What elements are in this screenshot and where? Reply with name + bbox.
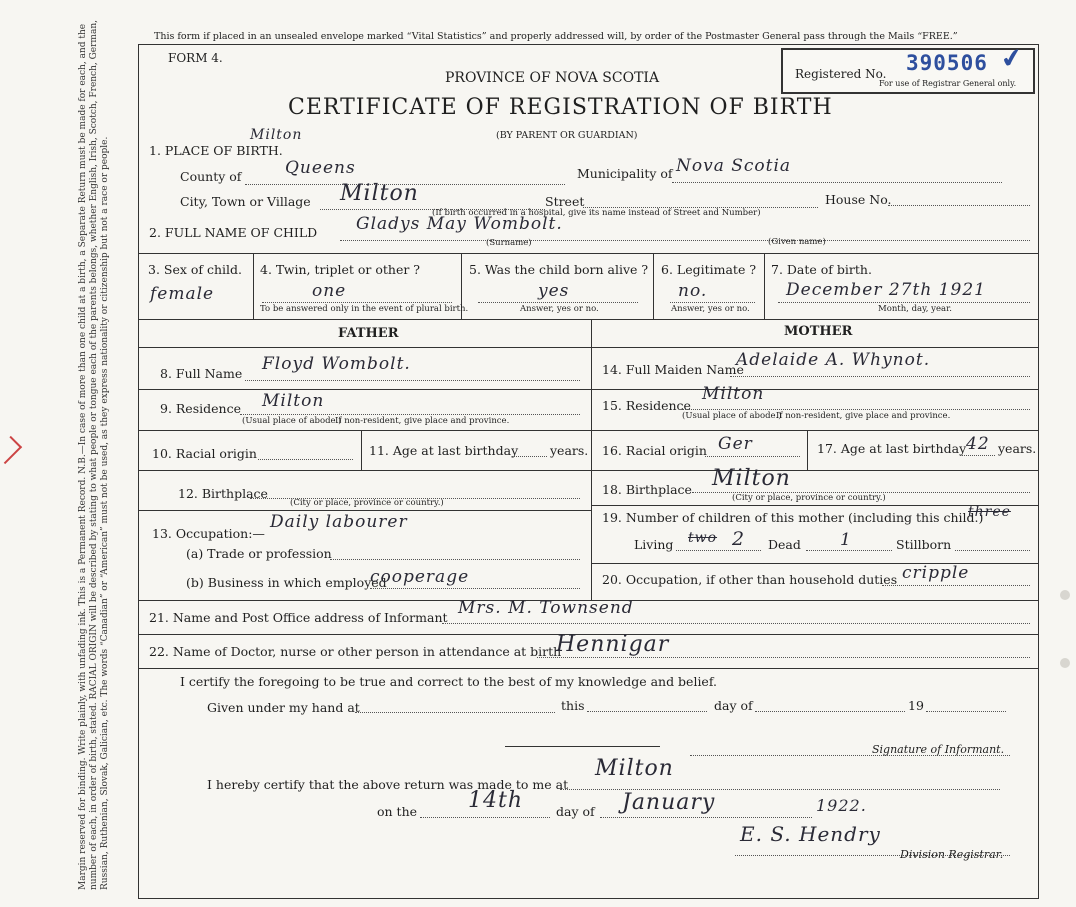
street-label: Street bbox=[545, 194, 585, 209]
certificate-subtitle: (BY PARENT OR GUARDIAN) bbox=[496, 130, 638, 141]
twin-note: To be answered only in the event of plural birth. bbox=[260, 304, 469, 314]
mother-name-value: Adelaide A. Whynot. bbox=[736, 350, 931, 370]
mother-abode-note: (Usual place of abode.) bbox=[682, 411, 782, 421]
informant-label: 21. Name and Post Office address of Informant bbox=[149, 610, 448, 625]
given-name-caption: (Given name) bbox=[768, 237, 826, 247]
mother-racial-value: Ger bbox=[718, 434, 753, 454]
registered-no-label: Registered No. bbox=[795, 67, 887, 81]
father-birthplace-note: (City or place, province or country.) bbox=[290, 498, 444, 508]
city-value: Milton bbox=[340, 181, 419, 206]
form-number: FORM 4. bbox=[168, 51, 223, 65]
father-birthplace-label: 12. Birthplace bbox=[178, 486, 268, 501]
punch-hole bbox=[1060, 658, 1070, 668]
place-of-birth-label: 1. PLACE OF BIRTH. bbox=[149, 143, 283, 158]
division-registrar-label: Division Registrar. bbox=[900, 848, 1004, 861]
father-name-label: 8. Full Name bbox=[160, 366, 243, 381]
house-no-label: House No. bbox=[825, 192, 892, 207]
province-heading: PROVINCE OF NOVA SCOTIA bbox=[445, 70, 660, 86]
county-value: Queens bbox=[285, 158, 356, 178]
given-under-label: Given under my hand at bbox=[207, 700, 360, 715]
attendant-value: Hennigar bbox=[556, 632, 670, 657]
informant-value: Mrs. M. Townsend bbox=[458, 598, 634, 618]
born-alive-value: yes bbox=[538, 281, 570, 301]
business-label: (b) Business in which employed bbox=[186, 575, 387, 590]
child-name-value: Gladys May Wombolt. bbox=[356, 214, 563, 234]
mother-name-label: 14. Full Maiden Name bbox=[602, 362, 744, 377]
father-years-label: years. bbox=[550, 443, 589, 458]
registrar-day-of-label: day of bbox=[556, 804, 595, 819]
punch-hole bbox=[1060, 590, 1070, 600]
registrar-month: January bbox=[622, 790, 716, 815]
municipality-label: Municipality of bbox=[577, 166, 673, 181]
legitimate-value: no. bbox=[678, 281, 708, 301]
registrar-place: Milton bbox=[595, 756, 674, 781]
living-struck-value: two bbox=[688, 530, 718, 546]
registrar-day: 14th bbox=[468, 788, 524, 813]
registration-box bbox=[781, 42, 1035, 94]
date-of-birth-label: 7. Date of birth. bbox=[771, 262, 872, 277]
twin-value: one bbox=[312, 281, 347, 301]
mother-residence-value: Milton bbox=[702, 384, 765, 404]
mail-notice: This form if placed in an unsealed envelope marked “Vital Statistics” and properly addressed will, by order of the Postmaster General pass through the Mails “FREE.” bbox=[154, 31, 958, 42]
mother-birthplace-label: 18. Birthplace bbox=[602, 482, 692, 497]
margin-instructions: Margin reserved for binding. Write plainly, with unfading ink. This is a Permanent Record. N.B.—In case of more than one child at a birth, a Separate Return must be made for each, and the number of each, in order of birth, stated. RACIAL ORIGIN will be described by stating to what people or tongue each of the parents belongs, whether English, Irish, Scotch, French, German, Russian, Ruthenian, Slovak, Galician, etc. The words “Canadian” or “American” must not be used, as they express nationality or citizenship but not a race or people. bbox=[78, 20, 110, 890]
red-edge-mark bbox=[0, 436, 22, 464]
attendant-label: 22. Name of Doctor, nurse or other person in attendance at birth bbox=[149, 644, 562, 659]
registrar-statement: I hereby certify that the above return was made to me at bbox=[207, 777, 569, 792]
informant-signature-label: Signature of Informant. bbox=[872, 743, 1005, 756]
registrar-signature: E. S. Hendry bbox=[740, 822, 881, 846]
surname-caption: (Surname) bbox=[486, 238, 532, 248]
legitimate-note: Answer, yes or no. bbox=[671, 304, 750, 314]
father-racial-label: 10. Racial origin bbox=[152, 446, 257, 461]
place-of-birth-value: Milton bbox=[250, 127, 303, 143]
twin-label: 4. Twin, triplet or other ? bbox=[260, 262, 420, 277]
father-name-value: Floyd Wombolt. bbox=[262, 354, 411, 374]
living-value: 2 bbox=[732, 528, 746, 550]
registration-number: 390506 bbox=[906, 51, 988, 75]
stillborn-label: Stillborn bbox=[896, 537, 952, 552]
father-heading: FATHER bbox=[338, 326, 399, 341]
mother-age-value: 42 bbox=[966, 434, 990, 454]
date-of-birth-value: December 27th 1921 bbox=[786, 280, 986, 300]
born-alive-label: 5. Was the child born alive ? bbox=[469, 262, 649, 277]
dead-value: 1 bbox=[840, 530, 852, 550]
city-label: City, Town or Village bbox=[180, 194, 311, 209]
father-abode-note: (Usual place of abode.) bbox=[242, 416, 342, 426]
mother-residence-label: 15. Residence bbox=[602, 398, 691, 413]
children-count-label: 19. Number of children of this mother (including this child.) bbox=[602, 510, 984, 525]
children-struck-value: three bbox=[968, 504, 1011, 520]
county-label: County of bbox=[180, 169, 242, 184]
day-of-label: day of bbox=[714, 698, 753, 713]
father-nonresident-note: If non-resident, give place and province. bbox=[335, 416, 510, 426]
living-label: Living bbox=[634, 537, 674, 552]
father-age-label: 11. Age at last birthday bbox=[369, 443, 519, 458]
mother-occupation-label: 20. Occupation, if other than household duties bbox=[602, 572, 898, 587]
father-occupation-value: Daily labourer bbox=[270, 512, 408, 532]
date-of-birth-note: Month, day, year. bbox=[878, 304, 952, 314]
municipality-value: Nova Scotia bbox=[676, 156, 792, 176]
mother-racial-label: 16. Racial origin bbox=[602, 443, 707, 458]
mother-birthplace-value: Milton bbox=[712, 466, 791, 491]
registrar-general-note: For use of Registrar General only. bbox=[879, 79, 1017, 88]
legitimate-label: 6. Legitimate ? bbox=[661, 262, 757, 277]
father-residence-value: Milton bbox=[262, 391, 325, 411]
certificate-title: CERTIFICATE OF REGISTRATION OF BIRTH bbox=[288, 95, 833, 120]
mother-heading: MOTHER bbox=[784, 324, 853, 339]
check-mark-icon: ✔ bbox=[998, 42, 1026, 76]
father-business-value: cooperage bbox=[370, 567, 470, 587]
dead-label: Dead bbox=[768, 537, 801, 552]
mother-nonresident-note: If non-resident, give place and province. bbox=[776, 411, 951, 421]
registrar-year: 1922. bbox=[816, 796, 867, 815]
sex-label: 3. Sex of child. bbox=[148, 262, 243, 277]
this-label: this bbox=[561, 698, 585, 713]
year-prefix: 19 bbox=[908, 698, 924, 713]
father-residence-label: 9. Residence bbox=[160, 401, 241, 416]
mother-birthplace-note: (City or place, province or country.) bbox=[732, 493, 886, 503]
mother-occupation-value: cripple bbox=[902, 563, 970, 583]
mother-age-label: 17. Age at last birthday bbox=[817, 441, 967, 456]
on-the-label: on the bbox=[377, 804, 418, 819]
born-alive-note: Answer, yes or no. bbox=[520, 304, 599, 314]
hospital-note: (If birth occurred in a hospital, give its name instead of Street and Number) bbox=[432, 208, 761, 218]
mother-years-label: years. bbox=[998, 441, 1037, 456]
father-occupation-label: 13. Occupation:— bbox=[152, 526, 265, 541]
certification-statement: I certify the foregoing to be true and correct to the best of my knowledge and belief. bbox=[180, 674, 717, 689]
child-name-label: 2. FULL NAME OF CHILD bbox=[149, 225, 318, 240]
sex-value: female bbox=[150, 284, 215, 304]
trade-label: (a) Trade or profession bbox=[186, 546, 332, 561]
